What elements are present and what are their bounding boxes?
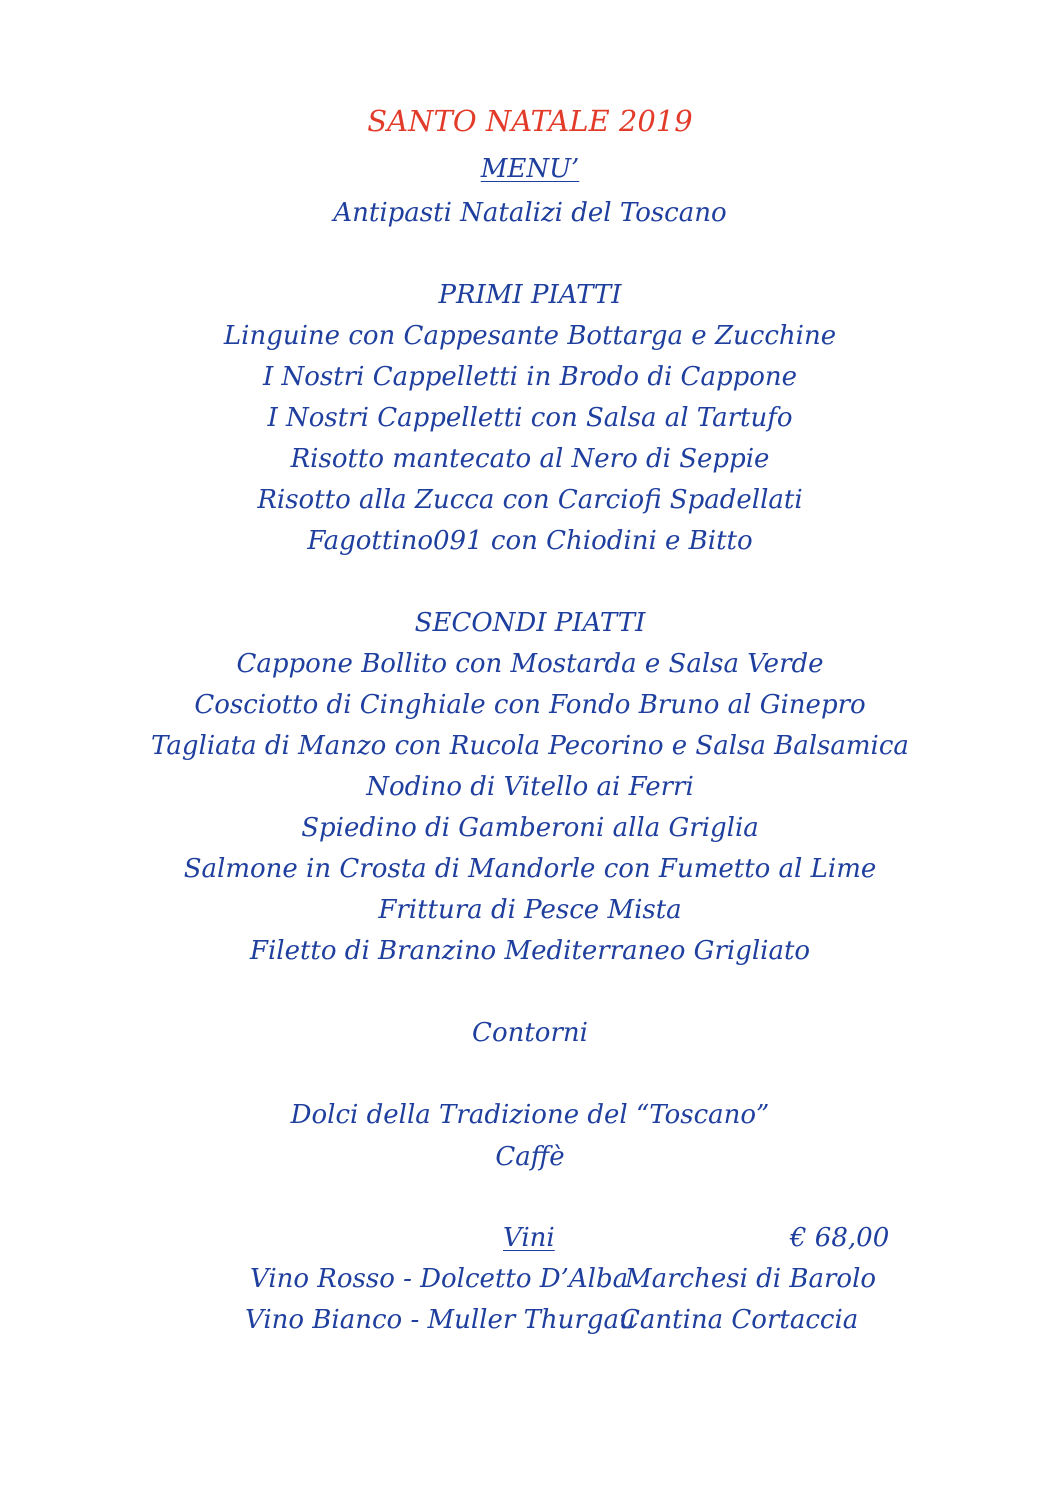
secondi-item: Frittura di Pesce Mista [378, 895, 682, 925]
secondi-item: Filetto di Branzino Mediterraneo Grigliato [249, 936, 811, 966]
wine-producer: Marchesi di Barolo [625, 1264, 877, 1294]
menu-title: SANTO NATALE 2019 [367, 104, 693, 138]
wine-producer: Cantina Cortaccia [620, 1305, 859, 1335]
secondi-item: Salmone in Crosta di Mandorle con Fumetto al Lime [183, 854, 877, 884]
secondi-item: Spiedino di Gamberoni alla Griglia [301, 813, 759, 843]
dolci-line: Dolci della Tradizione del “Toscano” [290, 1100, 770, 1130]
primi-item: Fagottino091 con Chiodini e Bitto [307, 526, 753, 556]
contorni-line: Contorni [472, 1018, 588, 1048]
secondi-heading: SECONDI PIATTI [414, 608, 646, 638]
primi-item: I Nostri Cappelletti in Brodo di Cappone [262, 362, 798, 392]
secondi-item: Cosciotto di Cinghiale con Fondo Bruno al Ginepro [194, 690, 866, 720]
menu-label [0, 152, 1060, 186]
primi-item: Risotto alla Zucca con Carciofi Spadellati [257, 485, 803, 515]
primi-item: I Nostri Cappelletti con Salsa al Tartufo [267, 403, 793, 433]
menu-price: € 68,00 [790, 1223, 890, 1253]
caffe-line: Caffè [495, 1142, 565, 1172]
vini-label: Vini [503, 1223, 555, 1253]
secondi-item: Cappone Bollito con Mostarda e Salsa Verde [236, 649, 824, 679]
wine-name: Vino Bianco - Muller Thurgau [245, 1305, 636, 1335]
menu-label-text: MENU’ [480, 154, 580, 184]
primi-heading: PRIMI PIATTI [438, 280, 622, 310]
primi-item: Linguine con Cappesante Bottarga e Zucchine [223, 321, 837, 351]
secondi-item: Nodino di Vitello ai Ferri [366, 772, 694, 802]
wine-name: Vino Rosso - Dolcetto D’Alba [250, 1264, 629, 1294]
primi-item: Risotto mantecato al Nero di Seppie [290, 444, 770, 474]
antipasti-line: Antipasti Natalizi del Toscano [333, 198, 727, 228]
secondi-item: Tagliata di Manzo con Rucola Pecorino e Salsa Balsamica [151, 731, 909, 761]
